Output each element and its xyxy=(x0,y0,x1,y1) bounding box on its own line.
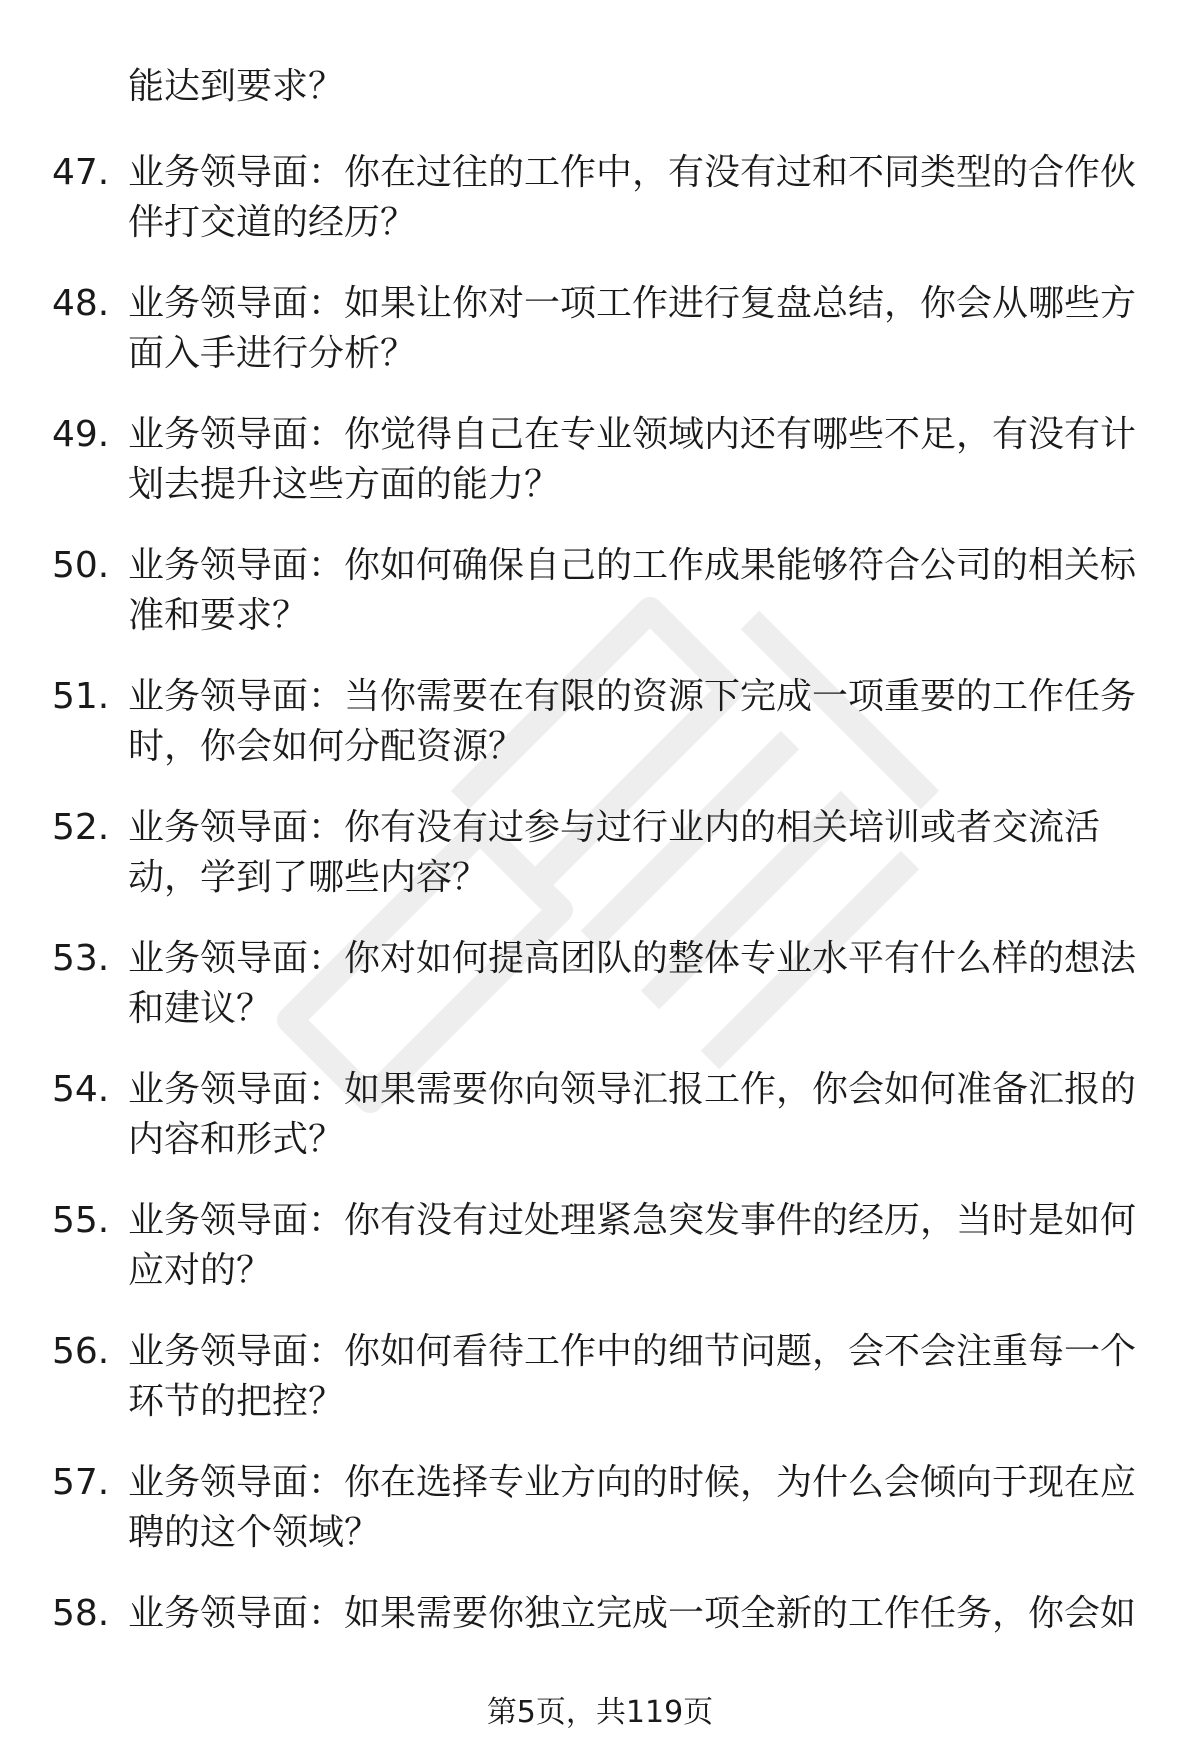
question-number: 57. xyxy=(52,1462,110,1503)
question-number: 54. xyxy=(52,1069,110,1110)
list-item xyxy=(0,410,1200,541)
question-number: 49. xyxy=(52,414,110,455)
question-text: 业务领导面：你对如何提高团队的整体专业水平有什么样的想法和建议？ xyxy=(128,938,1137,1029)
list-item xyxy=(0,1327,1200,1458)
list-item xyxy=(0,934,1200,1065)
list-item xyxy=(0,1196,1200,1327)
question-number: 53. xyxy=(52,938,110,979)
question-text: 业务领导面：你如何确保自己的工作成果能够符合公司的相关标准和要求？ xyxy=(128,545,1137,636)
question-text: 业务领导面：你有没有过参与过行业内的相关培训或者交流活动，学到了哪些内容？ xyxy=(128,807,1101,898)
question-number: 47. xyxy=(52,152,110,193)
question-number: 48. xyxy=(52,283,110,324)
list-item xyxy=(0,541,1200,672)
question-text: 业务领导面：你在选择专业方向的时候，为什么会倾向于现在应聘的这个领域？ xyxy=(128,1462,1137,1553)
page-footer: 第5页，共119页 xyxy=(486,1695,714,1730)
list-item xyxy=(0,803,1200,934)
question-number: 56. xyxy=(52,1331,110,1372)
question-text: 业务领导面：你觉得自己在专业领域内还有哪些不足，有没有计划去提升这些方面的能力？ xyxy=(128,414,1137,505)
question-text: 业务领导面：如果让你对一项工作进行复盘总结，你会从哪些方面入手进行分析？ xyxy=(128,283,1137,374)
list-item xyxy=(0,1458,1200,1589)
list-item xyxy=(0,148,1200,279)
question-number: 51. xyxy=(52,676,110,717)
list-item xyxy=(0,672,1200,803)
question-text: 业务领导面：当你需要在有限的资源下完成一项重要的工作任务时，你会如何分配资源？ xyxy=(128,676,1137,767)
question-text: 业务领导面：如果需要你向领导汇报工作，你会如何准备汇报的内容和形式？ xyxy=(128,1069,1137,1160)
list-item xyxy=(0,1065,1200,1196)
continuation-text: 能达到要求？ xyxy=(128,66,345,107)
list-item xyxy=(0,279,1200,410)
question-list xyxy=(0,148,1200,1720)
question-number: 58. xyxy=(52,1593,110,1634)
question-text: 业务领导面：你在过往的工作中，有没有过和不同类型的合作伙伴打交道的经历？ xyxy=(128,152,1137,243)
question-text: 业务领导面：你有没有过处理紧急突发事件的经历，当时是如何应对的？ xyxy=(128,1200,1137,1291)
question-number: 55. xyxy=(52,1200,110,1241)
question-number: 50. xyxy=(52,545,110,586)
question-text: 业务领导面：你如何看待工作中的细节问题，会不会注重每一个环节的把控？ xyxy=(128,1331,1137,1422)
question-number: 52. xyxy=(52,807,110,848)
question-text: 业务领导面：如果需要你独立完成一项全新的工作任务，你会如 xyxy=(128,1593,1137,1634)
